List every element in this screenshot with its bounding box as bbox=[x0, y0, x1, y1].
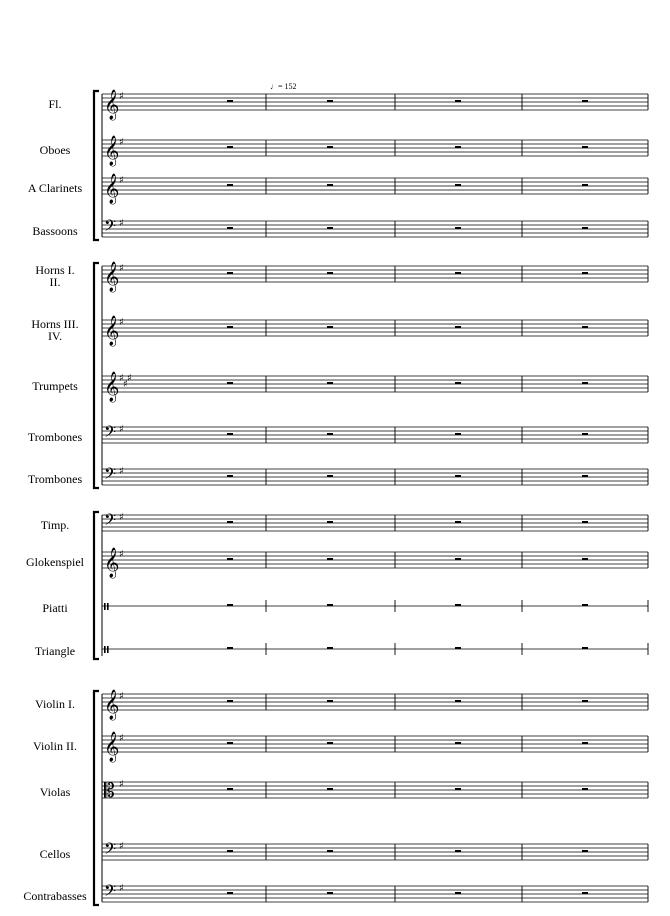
group-bracket bbox=[94, 691, 99, 905]
sharp-icon: ♯ bbox=[119, 91, 124, 102]
treble-clef-icon: 𝄞 bbox=[104, 174, 120, 204]
sharp-icon: ♯ bbox=[119, 175, 124, 186]
rest-icon bbox=[455, 647, 461, 649]
rest-icon bbox=[455, 892, 461, 894]
instrument-label: IV. bbox=[47, 329, 63, 343]
instrument-label: Contrabasses bbox=[23, 889, 87, 903]
rest-icon bbox=[582, 788, 588, 790]
rest-icon bbox=[455, 146, 461, 148]
rest-icon bbox=[227, 647, 233, 649]
staff-9 bbox=[28, 465, 648, 487]
staff-10 bbox=[41, 511, 648, 533]
rest-icon bbox=[582, 382, 588, 384]
instrument-label: Bassoons bbox=[32, 224, 78, 238]
treble-clef-icon: 𝄞 bbox=[104, 136, 120, 166]
rest-icon bbox=[582, 558, 588, 560]
rest-icon bbox=[455, 272, 461, 274]
rest-icon bbox=[327, 850, 333, 852]
rest-icon bbox=[455, 788, 461, 790]
rest-icon bbox=[455, 433, 461, 435]
rest-icon bbox=[327, 184, 333, 186]
instrument-label: Cellos bbox=[39, 847, 71, 861]
bass-clef-icon: 𝄢 bbox=[104, 465, 117, 487]
instrument-label: Trombones bbox=[27, 430, 83, 444]
sharp-icon: ♯ bbox=[119, 733, 124, 744]
staff-6 bbox=[31, 315, 648, 347]
rest-icon bbox=[582, 604, 588, 606]
sharp-icon: ♯ bbox=[119, 137, 124, 148]
rest-icon bbox=[455, 382, 461, 384]
treble-clef-icon: 𝄞 bbox=[104, 372, 120, 402]
staff-3 bbox=[28, 173, 648, 205]
percussion-clef-icon bbox=[104, 646, 106, 653]
rest-icon bbox=[327, 382, 333, 384]
rest-icon bbox=[582, 521, 588, 523]
staff-18 bbox=[23, 882, 648, 904]
rest-icon bbox=[227, 184, 233, 186]
staff-8 bbox=[28, 423, 648, 445]
rest-icon bbox=[227, 433, 233, 435]
rest-icon bbox=[227, 742, 233, 744]
rest-icon bbox=[582, 146, 588, 148]
bass-clef-icon: 𝄢 bbox=[104, 217, 117, 239]
bass-clef-icon: 𝄢 bbox=[104, 423, 117, 445]
sharp-icon: ♯ bbox=[119, 263, 124, 274]
rest-icon bbox=[455, 100, 461, 102]
rest-icon bbox=[455, 850, 461, 852]
staff-4 bbox=[32, 217, 648, 239]
rest-icon bbox=[327, 433, 333, 435]
treble-clef-icon: 𝄞 bbox=[104, 690, 120, 720]
rest-icon bbox=[327, 272, 333, 274]
rest-icon bbox=[327, 892, 333, 894]
rest-icon bbox=[227, 272, 233, 274]
rest-icon bbox=[582, 850, 588, 852]
staff-systems bbox=[23, 89, 648, 904]
sharp-icon: ♯ bbox=[119, 424, 124, 435]
treble-clef-icon: 𝄞 bbox=[104, 262, 120, 292]
instrument-label: Trumpets bbox=[32, 379, 78, 393]
rest-icon bbox=[327, 604, 333, 606]
staff-15 bbox=[33, 731, 648, 763]
instrument-label: Violin II. bbox=[33, 739, 77, 753]
treble-clef-icon: 𝄞 bbox=[104, 732, 120, 762]
staff-brackets bbox=[94, 91, 102, 905]
staff-1 bbox=[48, 89, 648, 121]
instrument-label: Violas bbox=[39, 785, 71, 799]
rest-icon bbox=[227, 146, 233, 148]
rest-icon bbox=[327, 788, 333, 790]
rest-icon bbox=[582, 700, 588, 702]
rest-icon bbox=[582, 227, 588, 229]
staff-14 bbox=[35, 689, 648, 721]
instrument-label: A Clarinets bbox=[27, 181, 83, 195]
sharp-icon: ♯ bbox=[119, 841, 124, 852]
instrument-label: Piatti bbox=[42, 601, 68, 615]
sharp-icon: ♯ bbox=[119, 883, 124, 894]
rest-icon bbox=[455, 326, 461, 328]
rest-icon bbox=[227, 521, 233, 523]
rest-icon bbox=[582, 892, 588, 894]
rest-icon bbox=[227, 227, 233, 229]
sharp-icon: ♯ bbox=[119, 691, 124, 702]
treble-clef-icon: 𝄞 bbox=[104, 548, 120, 578]
percussion-clef-icon bbox=[107, 603, 109, 610]
bass-clef-icon: 𝄢 bbox=[104, 882, 117, 904]
rest-icon bbox=[227, 100, 233, 102]
rest-icon bbox=[455, 227, 461, 229]
rest-icon bbox=[227, 558, 233, 560]
group-bracket bbox=[94, 91, 99, 240]
rest-icon bbox=[227, 788, 233, 790]
rest-icon bbox=[227, 382, 233, 384]
instrument-label: Glokenspiel bbox=[26, 555, 84, 569]
rest-icon bbox=[582, 647, 588, 649]
staff-13 bbox=[35, 643, 648, 658]
treble-clef-icon: 𝄞 bbox=[104, 316, 120, 346]
staff-11 bbox=[26, 547, 648, 579]
rest-icon bbox=[227, 604, 233, 606]
group-bracket bbox=[94, 263, 99, 488]
sharp-icon: ♯ bbox=[123, 379, 128, 390]
sharp-icon: ♯ bbox=[127, 373, 132, 384]
rest-icon bbox=[582, 184, 588, 186]
rest-icon bbox=[327, 647, 333, 649]
sharp-icon: ♯ bbox=[119, 549, 124, 560]
staff-2 bbox=[40, 135, 648, 167]
sharp-icon: ♯ bbox=[119, 373, 124, 384]
rest-icon bbox=[327, 146, 333, 148]
staff-5 bbox=[35, 261, 648, 293]
bass-clef-icon: 𝄢 bbox=[104, 840, 117, 862]
rest-icon bbox=[327, 100, 333, 102]
rest-icon bbox=[582, 742, 588, 744]
percussion-clef-icon bbox=[107, 646, 109, 653]
instrument-label: Oboes bbox=[39, 143, 71, 157]
rest-icon bbox=[582, 433, 588, 435]
instrument-label: Timp. bbox=[40, 518, 70, 532]
rest-icon bbox=[582, 272, 588, 274]
rest-icon bbox=[227, 850, 233, 852]
rest-icon bbox=[455, 742, 461, 744]
rest-icon bbox=[455, 700, 461, 702]
rest-icon bbox=[582, 100, 588, 102]
rest-icon bbox=[582, 475, 588, 477]
instrument-label: Violin I. bbox=[35, 697, 75, 711]
instrument-label: II. bbox=[49, 275, 61, 289]
staff-16 bbox=[40, 779, 648, 802]
rest-icon bbox=[327, 558, 333, 560]
rest-icon bbox=[227, 892, 233, 894]
instrument-label: Fl. bbox=[48, 97, 62, 111]
sharp-icon: ♯ bbox=[119, 317, 124, 328]
rest-icon bbox=[227, 700, 233, 702]
tempo-marking: ♩= 152 bbox=[270, 82, 297, 91]
staff-12 bbox=[42, 600, 648, 615]
rest-icon bbox=[327, 700, 333, 702]
rest-icon bbox=[582, 326, 588, 328]
instrument-label: Horns I. bbox=[35, 263, 75, 277]
rest-icon bbox=[455, 521, 461, 523]
rest-icon bbox=[327, 227, 333, 229]
percussion-clef-icon bbox=[104, 603, 106, 610]
rest-icon bbox=[227, 326, 233, 328]
rest-icon bbox=[455, 184, 461, 186]
sharp-icon: ♯ bbox=[119, 779, 124, 790]
rest-icon bbox=[455, 604, 461, 606]
sharp-icon: ♯ bbox=[119, 218, 124, 229]
rest-icon bbox=[327, 742, 333, 744]
sharp-icon: ♯ bbox=[119, 512, 124, 523]
rest-icon bbox=[455, 558, 461, 560]
rest-icon bbox=[227, 475, 233, 477]
rest-icon bbox=[327, 521, 333, 523]
rest-icon bbox=[327, 326, 333, 328]
instrument-label: Triangle bbox=[34, 644, 76, 658]
sharp-icon: ♯ bbox=[119, 466, 124, 477]
rest-icon bbox=[455, 475, 461, 477]
treble-clef-icon: 𝄞 bbox=[104, 90, 120, 120]
group-bracket bbox=[94, 512, 99, 659]
instrument-label: Trombones bbox=[27, 472, 83, 486]
rest-icon bbox=[327, 475, 333, 477]
staff-7 bbox=[32, 371, 648, 403]
alto-clef-icon: 𝄡 bbox=[104, 780, 115, 802]
instrument-label: Horns III. bbox=[31, 317, 79, 331]
staff-17 bbox=[40, 840, 648, 862]
bass-clef-icon: 𝄢 bbox=[104, 511, 117, 533]
